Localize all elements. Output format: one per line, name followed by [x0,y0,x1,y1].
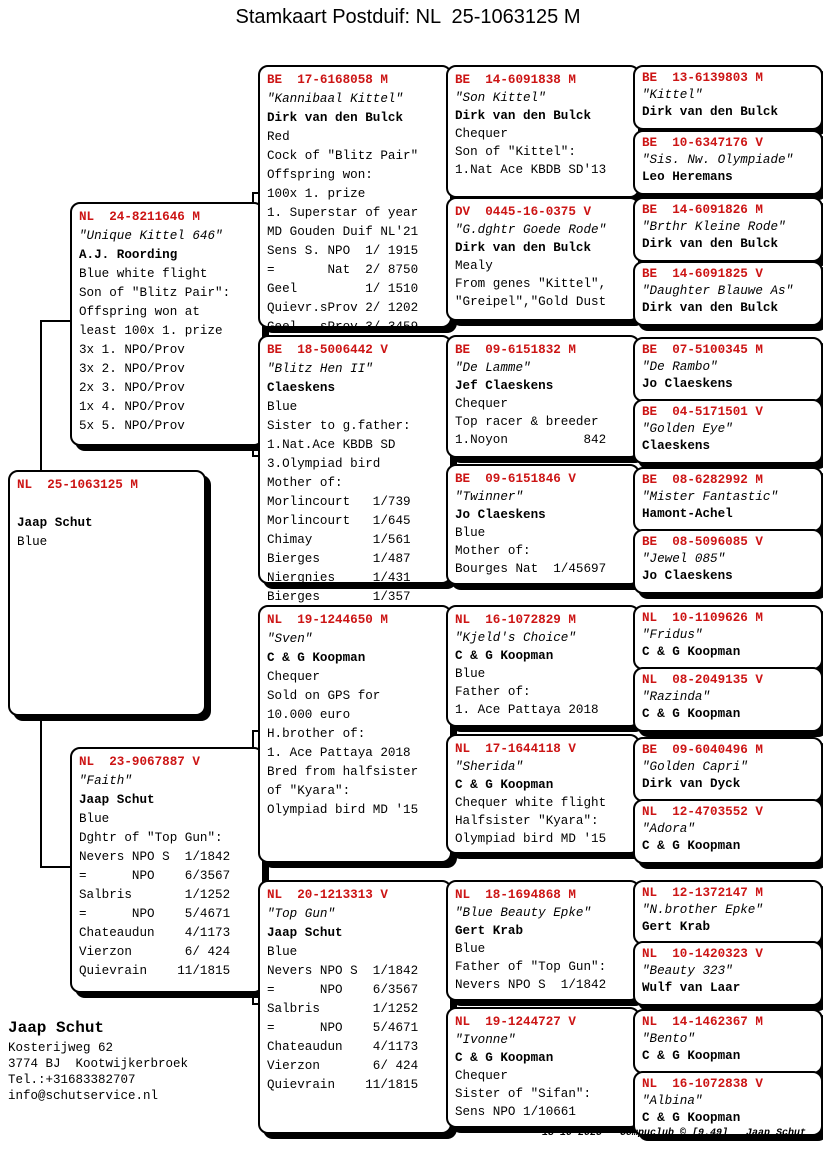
ring-number: DV 0445-16-0375 V [455,205,592,219]
pedigree-box-father [70,202,264,446]
pedigree-box-ggp2 [446,197,640,321]
info-line: Offspring won: [267,168,373,182]
pedigree-box-ggp5 [446,605,640,727]
info-line: MD Gouden Duif NL'21 [267,225,419,239]
ring-number: BE 17-6168058 M [267,73,388,87]
breeder-name: C & G Koopman [455,649,554,663]
info-line: Mealy [455,259,493,273]
ring-number: BE 14-6091838 M [455,73,576,87]
bird-name: "De Rambo" [642,360,718,374]
bird-name: "Albina" [642,1094,703,1108]
bird-name: "Kjeld's Choice" [455,631,576,645]
ring-number: NL 12-4703552 V [642,805,763,819]
info-line: Bierges 1/487 [267,552,411,566]
breeder-name: Claeskens [267,381,336,395]
ring-number: NL 14-1462367 M [642,1015,763,1029]
info-line: Blue [267,400,298,414]
breeder-name: Claeskens [642,439,711,453]
ring-number: BE 08-5096085 V [642,535,763,549]
info-line: Niergnies 1/431 [267,571,411,585]
info-line: "Greipel","Gold Dust [455,295,607,309]
info-line: Morlincourt 1/739 [267,495,411,509]
info-line: 3x 2. NPO/Prov [79,362,185,376]
info-line: Nevers NPO S 1/1842 [455,978,607,992]
info-line: 1. Superstar of year [267,206,419,220]
pedigree-box-ggp7 [446,880,640,1001]
info-line: Chequer [455,397,508,411]
info-line: Nevers NPO S 1/1842 [79,850,231,864]
ring-number: NL 17-1644118 V [455,742,576,756]
bird-name: "Unique Kittel 646" [79,229,223,243]
breeder-name: A.J. Roording [79,248,178,262]
info-line: Cock of "Blitz Pair" [267,149,419,163]
breeder-name: Wulf van Laar [642,981,741,995]
breeder-name: Jaap Schut [17,516,93,530]
info-line: 1. Ace Pattaya 2018 [455,703,599,717]
ring-number: NL 25-1063125 M [17,478,138,492]
info-line: of "Kyara": [267,784,351,798]
ring-number: NL 12-1372147 M [642,886,763,900]
info-line: Olympiad bird MD '15 [267,803,419,817]
ring-number: BE 10-6347176 V [642,136,763,150]
pedigree-box-ggg12 [633,799,823,864]
info-line: Blue [267,945,298,959]
info-line: Sold on GPS for [267,689,381,703]
info-line: Sens NPO 1/10661 [455,1105,576,1119]
info-line: Blue [455,942,486,956]
info-line: Blue [79,812,110,826]
info-line: Mother of: [267,476,343,490]
bird-name: "Golden Capri" [642,760,748,774]
pedigree-box-ggg1 [633,65,823,130]
ring-number: NL 19-1244727 V [455,1015,576,1029]
breeder-name: C & G Koopman [455,1051,554,1065]
bird-name: "Adora" [642,822,695,836]
info-line: Vierzon 6/ 424 [79,945,231,959]
bird-name: "Sis. Nw. Olympiade" [642,153,794,167]
ring-number: BE 08-6282992 M [642,473,763,487]
info-line: Quievrain 11/1815 [267,1078,419,1092]
bird-name: "Sherida" [455,760,524,774]
info-line: Geel 1/ 1510 [267,282,419,296]
breeder-name: Dirk van den Bulck [642,301,779,315]
info-line: Bred from halfsister [267,765,419,779]
owner-phone: Tel.:+31683382707 [8,1073,136,1087]
bird-name: "Fridus" [642,628,703,642]
info-line: least 100x 1. prize [79,324,223,338]
pedigree-box-ggg7 [633,467,823,532]
info-line: 1.Nat.Ace KBDB SD [267,438,396,452]
breeder-name: C & G Koopman [642,707,741,721]
pedigree-box-ggg9 [633,605,823,670]
ring-number: NL 16-1072838 V [642,1077,763,1091]
pedigree-box-ggg4 [633,261,823,326]
owner-address-block [8,1016,188,1104]
info-line: Blue [455,667,486,681]
ring-number: BE 09-6151832 M [455,343,576,357]
info-line: Sens S. NPO 1/ 1915 [267,244,419,258]
breeder-name: C & G Koopman [642,645,741,659]
ring-number: NL 20-1213313 V [267,888,388,902]
info-line: Sister of "Sifan": [455,1087,592,1101]
pedigree-box-ggg15 [633,1009,823,1074]
pedigree-box-gp4 [258,880,452,1134]
info-line: Mother of: [455,544,531,558]
info-line: 2x 3. NPO/Prov [79,381,185,395]
breeder-name: Leo Heremans [642,170,733,184]
breeder-name: Dirk van den Bulck [267,111,404,125]
info-line: Red [267,130,290,144]
info-line: Quievr.sProv 2/ 1202 [267,301,419,315]
pedigree-box-ggp4 [446,464,640,585]
ring-number: NL 23-9067887 V [79,755,200,769]
info-line: 5x 5. NPO/Prov [79,419,185,433]
info-line: 1.Nat Ace KBDB SD'13 [455,163,607,177]
owner-city: 3774 BJ Kootwijkerbroek [8,1057,189,1071]
info-line: Chequer [267,670,320,684]
info-line: Chequer white flight [455,796,607,810]
bird-name: "Ivonne" [455,1033,516,1047]
bird-name: "Daughter Blauwe As" [642,284,794,298]
pedigree-box-mother [70,747,264,993]
bird-name: "Kittel" [642,88,703,102]
pedigree-box-ggg5 [633,337,823,402]
bird-name: "Bento" [642,1032,695,1046]
bird-name: "Son Kittel" [455,91,546,105]
info-line: Geel sProv 3/ 3459 [267,320,419,334]
bird-name: "Razinda" [642,690,711,704]
pedigree-box-ggp6 [446,734,640,854]
info-line: 1x 4. NPO/Prov [79,400,185,414]
breeder-name: Dirk van den Bulck [455,109,592,123]
pedigree-box-subject [8,470,206,716]
bird-name: "Faith" [79,774,132,788]
ring-number: BE 09-6151846 V [455,472,576,486]
info-line: 3.Olympiad bird [267,457,381,471]
info-line: From genes "Kittel", [455,277,607,291]
pedigree-box-ggp8 [446,1007,640,1128]
pedigree-box-ggp3 [446,335,640,458]
bird-name: "De Lamme" [455,361,531,375]
info-line: 100x 1. prize [267,187,366,201]
info-line: Father of "Top Gun": [455,960,607,974]
bird-name: "Sven" [267,632,313,646]
bird-name: "N.brother Epke" [642,903,763,917]
bird-name: "G.dghtr Goede Rode" [455,223,607,237]
info-line: Chequer [455,1069,508,1083]
info-line: Halfsister "Kyara": [455,814,599,828]
breeder-name: C & G Koopman [455,778,554,792]
info-line: Chateaudun 4/1173 [267,1040,419,1054]
breeder-name: C & G Koopman [642,1111,741,1125]
ring-number: NL 24-8211646 M [79,210,200,224]
breeder-name: C & G Koopman [642,1049,741,1063]
info-line: = NPO 6/3567 [267,983,419,997]
info-line: Vierzon 6/ 424 [267,1059,419,1073]
footer-credits: 18-10-2025 Compuclub © [9.49] Jaap Schut [541,1128,806,1139]
info-line: H.brother of: [267,727,366,741]
info-line: Salbris 1/1252 [79,888,231,902]
pedigree-box-gp1 [258,65,452,334]
bird-name: "Blue Beauty Epke" [455,906,592,920]
breeder-name: Jaap Schut [267,926,343,940]
breeder-name: Gert Krab [642,920,711,934]
breeder-name: Dirk van den Bulck [455,241,592,255]
ring-number: BE 18-5006442 V [267,343,388,357]
info-line: Bierges 1/357 [267,590,411,604]
bird-name: "Twinner" [455,490,524,504]
ring-number: BE 14-6091826 M [642,203,763,217]
ring-number: BE 09-6040496 M [642,743,763,757]
ring-number: BE 04-5171501 V [642,405,763,419]
info-line: Bourges Nat 1/45697 [455,562,607,576]
breeder-name: Gert Krab [455,924,524,938]
info-line: Salbris 1/1252 [267,1002,419,1016]
pedigree-box-ggg2 [633,130,823,195]
info-line: Son of "Blitz Pair": [79,286,231,300]
info-line: Blue [17,535,48,549]
ring-number: NL 10-1420323 V [642,947,763,961]
info-line: Top racer & breeder [455,415,599,429]
info-line: = NPO 6/3567 [79,869,231,883]
info-line: Blue [455,526,486,540]
page-title: Stamkaart Postduif: NL 25-1063125 M [235,6,581,28]
bird-name: "Jewel 085" [642,552,726,566]
pedigree-box-gp3 [258,605,452,863]
ring-number: NL 08-2049135 V [642,673,763,687]
pedigree-box-ggg11 [633,737,823,802]
breeder-name: Jo Claeskens [455,508,546,522]
bird-name: "Mister Fantastic" [642,490,779,504]
ring-number: NL 18-1694868 M [455,888,576,902]
info-line: Chimay 1/561 [267,533,411,547]
ring-number: BE 13-6139803 M [642,71,763,85]
breeder-name: Dirk van Dyck [642,777,741,791]
info-line: = NPO 5/4671 [79,907,231,921]
pedigree-box-ggp1 [446,65,640,198]
owner-email: info@schutservice.nl [8,1089,159,1103]
breeder-name: C & G Koopman [642,839,741,853]
ring-number: BE 14-6091825 V [642,267,763,281]
breeder-name: Hamont-Achel [642,507,733,521]
bird-name: "Beauty 323" [642,964,733,978]
breeder-name: Jaap Schut [79,793,155,807]
info-line: 10.000 euro [267,708,351,722]
pedigree-box-gp2 [258,335,452,604]
ring-number: NL 10-1109626 M [642,611,763,625]
info-line: Blue white flight [79,267,208,281]
info-line: Morlincourt 1/645 [267,514,411,528]
breeder-name: Jef Claeskens [455,379,554,393]
info-line: Quievrain 11/1815 [79,964,231,978]
info-line: Nevers NPO S 1/1842 [267,964,419,978]
bird-name: "Golden Eye" [642,422,733,436]
ring-number: BE 07-5100345 M [642,343,763,357]
pedigree-box-ggg3 [633,197,823,262]
bird-name: "Brthr Kleine Rode" [642,220,786,234]
bird-name: "Top Gun" [267,907,336,921]
info-line: Chequer [455,127,508,141]
info-line: = Nat 2/ 8750 [267,263,419,277]
bird-name: "Kannibaal Kittel" [267,92,404,106]
pedigree-box-ggg13 [633,880,823,945]
owner-street: Kosterijweg 62 [8,1041,114,1055]
info-line: Father of: [455,685,531,699]
info-line: Offspring won at [79,305,200,319]
ring-number: NL 16-1072829 M [455,613,576,627]
info-line: Dghtr of "Top Gun": [79,831,223,845]
pedigree-box-ggg8 [633,529,823,594]
bird-name: "Blitz Hen II" [267,362,373,376]
pedigree-box-ggg16 [633,1071,823,1136]
info-line: Olympiad bird MD '15 [455,832,607,846]
info-line: 1.Noyon 842 [455,433,607,447]
breeder-name: Jo Claeskens [642,377,733,391]
info-line: Sister to g.father: [267,419,411,433]
info-line: 1. Ace Pattaya 2018 [267,746,411,760]
pedigree-box-ggg6 [633,399,823,464]
info-line: Son of "Kittel": [455,145,576,159]
breeder-name: C & G Koopman [267,651,366,665]
pedigree-box-ggg14 [633,941,823,1006]
info-line: Chateaudun 4/1173 [79,926,231,940]
pedigree-box-ggg10 [633,667,823,732]
breeder-name: Dirk van den Bulck [642,105,779,119]
info-line: 3x 1. NPO/Prov [79,343,185,357]
owner-name: Jaap Schut [8,1019,105,1037]
info-line: = NPO 5/4671 [267,1021,419,1035]
breeder-name: Jo Claeskens [642,569,733,583]
breeder-name: Dirk van den Bulck [642,237,779,251]
bird-name [17,495,197,514]
ring-number: NL 19-1244650 M [267,613,388,627]
